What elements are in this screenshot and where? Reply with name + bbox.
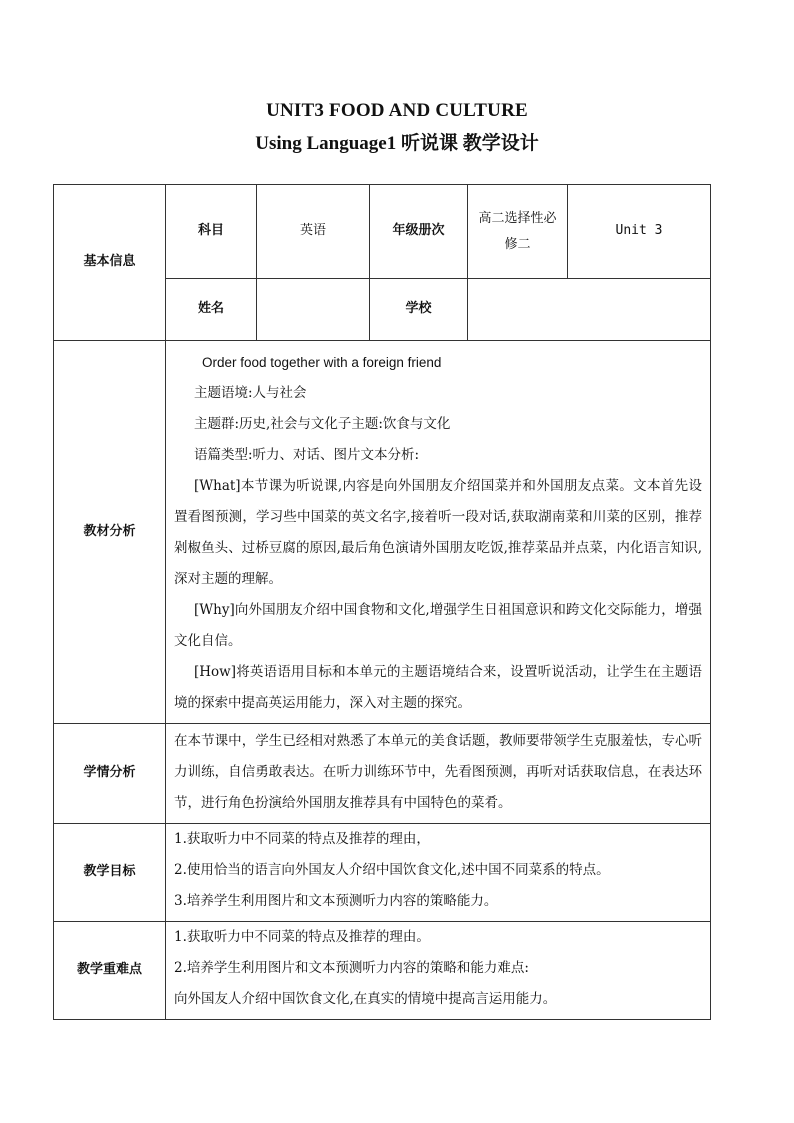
analysis-what: [What]本节课为听说课,内容是向外国朋友介绍国菜并和外国朋友点菜。文本首先设置看图预测，学习些中国菜的英文名字,接着听一段对话,获取湖南菜和川菜的区别，推荐剁椒鱼头、过桥豆腐的原因,最后角色演请外国朋友吃饭,推荐菜品并点菜，内化语言知识,深对主题的理解。 xyxy=(174,478,702,587)
document-title: UNIT3 FOOD AND CULTURE xyxy=(266,100,528,121)
analysis-theme-context: 主题语境:人与社会 xyxy=(194,385,307,401)
subject-label: 科目 xyxy=(166,185,257,279)
teaching-goals-content xyxy=(166,824,711,922)
key-point-item: 1.获取听力中不同菜的特点及推荐的理由。 xyxy=(174,929,430,945)
teaching-goal-item: 3.培养学生利用图片和文本预测听力内容的策略能力。 xyxy=(174,893,498,909)
unit-value: Unit 3 xyxy=(568,185,711,279)
key-points-label: 教学重难点 xyxy=(54,922,166,1020)
school-label: 学校 xyxy=(370,279,468,341)
analysis-discourse-type: 语篇类型:听力、对话、图片文本分析: xyxy=(194,447,420,463)
grade-value: 高二选择性必修二 xyxy=(468,185,568,279)
key-points-content xyxy=(166,922,711,1020)
analysis-title-line: Order food together with a foreign friend xyxy=(202,355,442,370)
key-point-item: 向外国友人介绍中国饮食文化,在真实的情境中提高言运用能力。 xyxy=(174,991,557,1007)
school-value[interactable] xyxy=(468,279,711,341)
analysis-why: [Why]向外国朋友介绍中国食物和文化,增强学生日祖国意识和跨文化交际能力，增强文化自信。 xyxy=(174,602,702,649)
student-analysis-content xyxy=(166,724,711,824)
lesson-plan-table xyxy=(53,184,711,1020)
key-point-item: 2.培养学生利用图片和文本预测听力内容的策略和能力难点: xyxy=(174,960,529,976)
document-subtitle: Using Language1 听说课 教学设计 xyxy=(255,133,539,154)
teaching-goal-item: 1.获取听力中不同菜的特点及推荐的理由， xyxy=(174,831,430,847)
student-analysis-text: 在本节课中，学生已经相对熟悉了本单元的美食话题，教师要带领学生克服羞怯，专心听力训练，自信勇敢表达。在听力训练环节中，先看图预测，再听对话获取信息，在表达环节，进行角色扮演给外国朋友推荐具有中国特色的菜肴。 xyxy=(174,733,702,811)
teaching-goals-label: 教学目标 xyxy=(54,824,166,922)
name-value[interactable] xyxy=(257,279,370,341)
grade-label: 年级册次 xyxy=(370,185,468,279)
teaching-goal-item: 2.使用恰当的语言向外国友人介绍中国饮食文化,述中国不同菜系的特点。 xyxy=(174,862,610,878)
name-label: 姓名 xyxy=(166,279,257,341)
textbook-analysis-label: 教材分析 xyxy=(54,341,166,724)
student-analysis-label: 学情分析 xyxy=(54,724,166,824)
textbook-analysis-content xyxy=(166,341,711,724)
analysis-theme-group: 主题群:历史,社会与文化子主题:饮食与文化 xyxy=(194,416,451,432)
analysis-how: [How]将英语语用目标和本单元的主题语境结合来，设置听说活动，让学生在主题语境的探索中提高英运用能力，深入对主题的探究。 xyxy=(174,664,702,711)
basic-info-label: 基本信息 xyxy=(54,185,166,341)
subject-value: 英语 xyxy=(257,185,370,279)
